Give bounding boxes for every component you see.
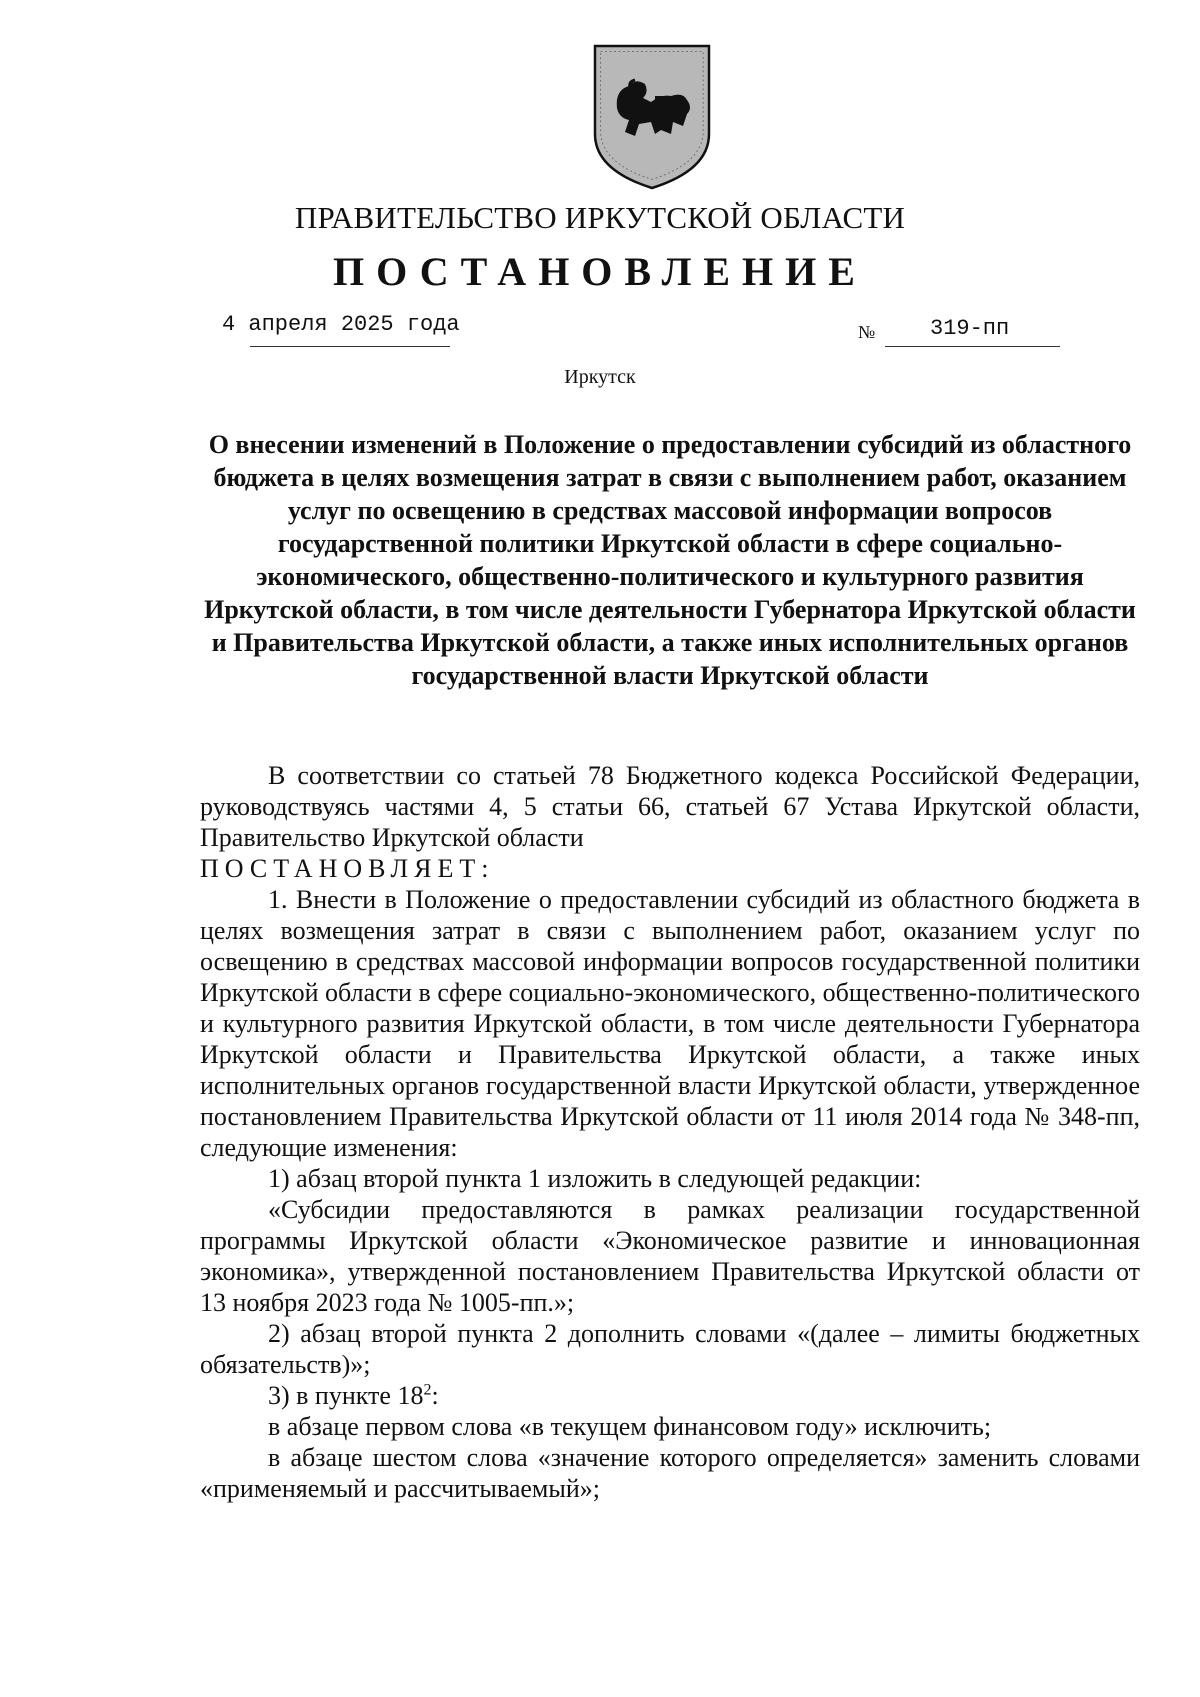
city-name: Иркутск [564,366,636,388]
preamble-paragraph: В соответствии со статьей 78 Бюджетного кодекса Российской Федерации, руководствуясь частями 4, 5 статьи 66, статьей 67 Устава Иркутской области, Правительство Иркутской области [200,761,1140,852]
subitem-3a-paragraph: в абзаце первом слова «в текущем финансовом году» исключить; [268,1412,992,1441]
subitem-3b-paragraph: в абзаце шестом слова «значение которого определяется» заменить словами «применяемый и рассчитываемый»; [200,1443,1140,1503]
date-underline [250,346,450,347]
government-name: ПРАВИТЕЛЬСТВО ИРКУТСКОЙ ОБЛАСТИ [294,200,906,235]
document-date: 4 апреля 2025 года [222,312,460,337]
irkutsk-coat-of-arms-icon [591,42,713,192]
item-1-paragraph: 1. Внести в Положение о предоставлении субсидий из областного бюджета в целях возмещения затрат в связи с выполнением работ, оказанием услуг по освещению в средствах массовой информации вопросов государственной политики Иркутской области в сфере социально-экономического, общественно-политического и культурного развития Иркутской области, в том числе деятельности Губернатора Иркутской области и Правительства Иркутской области, а также иных исполнительных органов государственной власти Иркутской области, утвержденное постановлением Правительства Иркутской области от 11 июля 2014 года № 348-пп, следующие изменения: [200,885,1140,1162]
document-body [200,760,1140,1504]
subitem-3-prefix: 3) в пункте 18 [268,1381,424,1410]
subitem-1-text-paragraph: «Субсидии предоставляются в рамках реализации государственной программы Иркутской области «Экономическое развитие и инновационная экономика», утвержденной постановлением Правительства Иркутской области от 13 ноября 2023 года № 1005-пп.»; [200,1195,1140,1317]
document-number: 319-пп [930,316,1010,341]
subitem-3-suffix: : [431,1381,439,1410]
subitem-1-paragraph: 1) абзац второй пункта 1 изложить в следующей редакции: [268,1164,922,1193]
document-title: О внесении изменений в Положение о предоставлении субсидий из областного бюджета в целях возмещения затрат в связи с выполнением работ, оказанием услуг по освещению в средствах массовой информации вопросов государственной политики Иркутской области в сфере социально-экономического, общественно-политического и культурного развития Иркутской области, в том числе деятельности Губернатора Иркутской области и Правительства Иркутской области, а также иных исполнительных органов государственной власти Иркутской области [204,430,1136,690]
number-underline [885,346,1060,347]
document-type: ПОСТАНОВЛЕНИЕ [333,249,867,294]
subitem-3-superscript: 2 [423,1381,432,1399]
number-label: № [858,322,876,342]
subitem-2-paragraph: 2) абзац второй пункта 2 дополнить словами «(далее – лимиты бюджетных обязательств)»; [200,1319,1140,1379]
resolves-heading: ПОСТАНОВЛЯЕТ: [200,854,495,883]
subitem-3-paragraph [200,1380,1140,1411]
